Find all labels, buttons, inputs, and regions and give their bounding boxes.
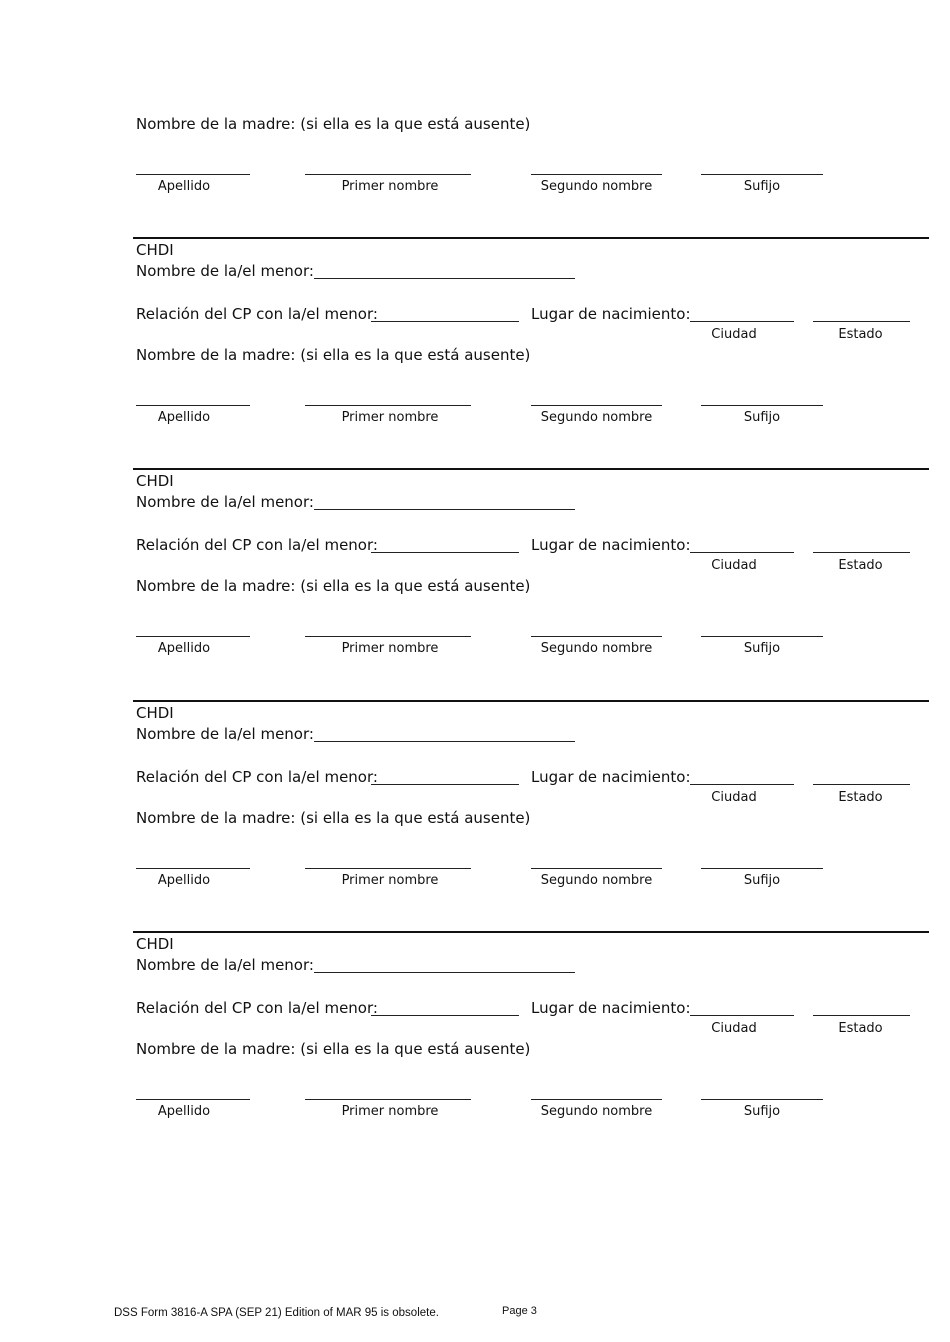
- first-name-caption: Primer nombre: [341, 641, 439, 656]
- mother-last-name-field[interactable]: [136, 405, 250, 406]
- last-name-caption: Apellido: [157, 179, 211, 194]
- relation-label: Relación del CP con la/el menor:: [136, 305, 378, 323]
- relation-field[interactable]: [371, 552, 519, 553]
- relation-field[interactable]: [371, 321, 519, 322]
- relation-field[interactable]: [371, 1015, 519, 1016]
- mother-name-label: Nombre de la madre: (si ella es la que está ausente): [136, 346, 531, 364]
- last-name-caption: Apellido: [157, 1104, 211, 1119]
- section-code: CHDI: [136, 241, 174, 259]
- middle-name-caption: Segundo nombre: [540, 410, 653, 425]
- suffix-caption: Sufijo: [743, 179, 781, 194]
- first-name-caption: Primer nombre: [341, 179, 439, 194]
- section-code: CHDI: [136, 935, 174, 953]
- suffix-caption: Sufijo: [743, 410, 781, 425]
- last-name-caption: Apellido: [157, 873, 211, 888]
- relation-label: Relación del CP con la/el menor:: [136, 999, 378, 1017]
- mother-last-name-field[interactable]: [136, 868, 250, 869]
- mother-middle-name-field[interactable]: [531, 636, 662, 637]
- city-field[interactable]: [690, 552, 794, 553]
- section-divider: [133, 700, 929, 702]
- mother-suffix-field[interactable]: [701, 868, 823, 869]
- section-divider: [133, 468, 929, 470]
- mother-first-name-field[interactable]: [305, 868, 471, 869]
- first-name-caption: Primer nombre: [341, 1104, 439, 1119]
- mother-first-name-field[interactable]: [305, 636, 471, 637]
- mother-name-label: Nombre de la madre: (si ella es la que está ausente): [136, 809, 531, 827]
- city-caption: Ciudad: [711, 558, 757, 573]
- birthplace-label: Lugar de nacimiento:: [531, 999, 691, 1017]
- section-divider: [133, 237, 929, 239]
- mother-last-name-field[interactable]: [136, 1099, 250, 1100]
- mother-last-name-field[interactable]: [136, 174, 250, 175]
- section-divider: [133, 931, 929, 933]
- mother-first-name-field[interactable]: [305, 1099, 471, 1100]
- child-name-field[interactable]: [314, 278, 575, 279]
- relation-label: Relación del CP con la/el menor:: [136, 768, 378, 786]
- state-caption: Estado: [838, 790, 883, 805]
- state-field[interactable]: [813, 321, 910, 322]
- state-field[interactable]: [813, 784, 910, 785]
- birthplace-label: Lugar de nacimiento:: [531, 768, 691, 786]
- last-name-caption: Apellido: [157, 410, 211, 425]
- state-caption: Estado: [838, 1021, 883, 1036]
- relation-label: Relación del CP con la/el menor:: [136, 536, 378, 554]
- suffix-caption: Sufijo: [743, 641, 781, 656]
- mother-middle-name-field[interactable]: [531, 1099, 662, 1100]
- city-caption: Ciudad: [711, 790, 757, 805]
- last-name-caption: Apellido: [157, 641, 211, 656]
- mother-middle-name-field[interactable]: [531, 405, 662, 406]
- mother-first-name-field[interactable]: [305, 174, 471, 175]
- first-name-caption: Primer nombre: [341, 410, 439, 425]
- child-name-label: Nombre de la/el menor:: [136, 262, 314, 280]
- birthplace-label: Lugar de nacimiento:: [531, 536, 691, 554]
- section-code: CHDI: [136, 472, 174, 490]
- mother-suffix-field[interactable]: [701, 1099, 823, 1100]
- mother-suffix-field[interactable]: [701, 636, 823, 637]
- form-footer-id: DSS Form 3816-A SPA (SEP 21) Edition of MAR 95 is obsolete.: [114, 1307, 439, 1319]
- suffix-caption: Sufijo: [743, 1104, 781, 1119]
- section-code: CHDI: [136, 704, 174, 722]
- suffix-caption: Sufijo: [743, 873, 781, 888]
- state-caption: Estado: [838, 558, 883, 573]
- middle-name-caption: Segundo nombre: [540, 873, 653, 888]
- city-field[interactable]: [690, 1015, 794, 1016]
- page-number: Page 3: [502, 1305, 537, 1317]
- city-field[interactable]: [690, 321, 794, 322]
- child-name-field[interactable]: [314, 741, 575, 742]
- mother-first-name-field[interactable]: [305, 405, 471, 406]
- birthplace-label: Lugar de nacimiento:: [531, 305, 691, 323]
- city-field[interactable]: [690, 784, 794, 785]
- mother-suffix-field[interactable]: [701, 405, 823, 406]
- mother-name-label: Nombre de la madre: (si ella es la que está ausente): [136, 577, 531, 595]
- mother-middle-name-field[interactable]: [531, 174, 662, 175]
- child-section-4: [0, 931, 950, 1163]
- mother-name-label: Nombre de la madre: (si ella es la que está ausente): [136, 115, 531, 133]
- middle-name-caption: Segundo nombre: [540, 179, 653, 194]
- child-name-field[interactable]: [314, 972, 575, 973]
- middle-name-caption: Segundo nombre: [540, 1104, 653, 1119]
- mother-suffix-field[interactable]: [701, 174, 823, 175]
- city-caption: Ciudad: [711, 1021, 757, 1036]
- first-name-caption: Primer nombre: [341, 873, 439, 888]
- state-field[interactable]: [813, 552, 910, 553]
- middle-name-caption: Segundo nombre: [540, 641, 653, 656]
- city-caption: Ciudad: [711, 327, 757, 342]
- child-section-3: [0, 700, 950, 932]
- relation-field[interactable]: [371, 784, 519, 785]
- child-name-label: Nombre de la/el menor:: [136, 956, 314, 974]
- child-section-2: [0, 468, 950, 700]
- mother-middle-name-field[interactable]: [531, 868, 662, 869]
- child-section-1: [0, 237, 950, 469]
- mother-last-name-field[interactable]: [136, 636, 250, 637]
- child-name-label: Nombre de la/el menor:: [136, 725, 314, 743]
- state-caption: Estado: [838, 327, 883, 342]
- child-name-field[interactable]: [314, 509, 575, 510]
- state-field[interactable]: [813, 1015, 910, 1016]
- child-name-label: Nombre de la/el menor:: [136, 493, 314, 511]
- mother-name-label: Nombre de la madre: (si ella es la que está ausente): [136, 1040, 531, 1058]
